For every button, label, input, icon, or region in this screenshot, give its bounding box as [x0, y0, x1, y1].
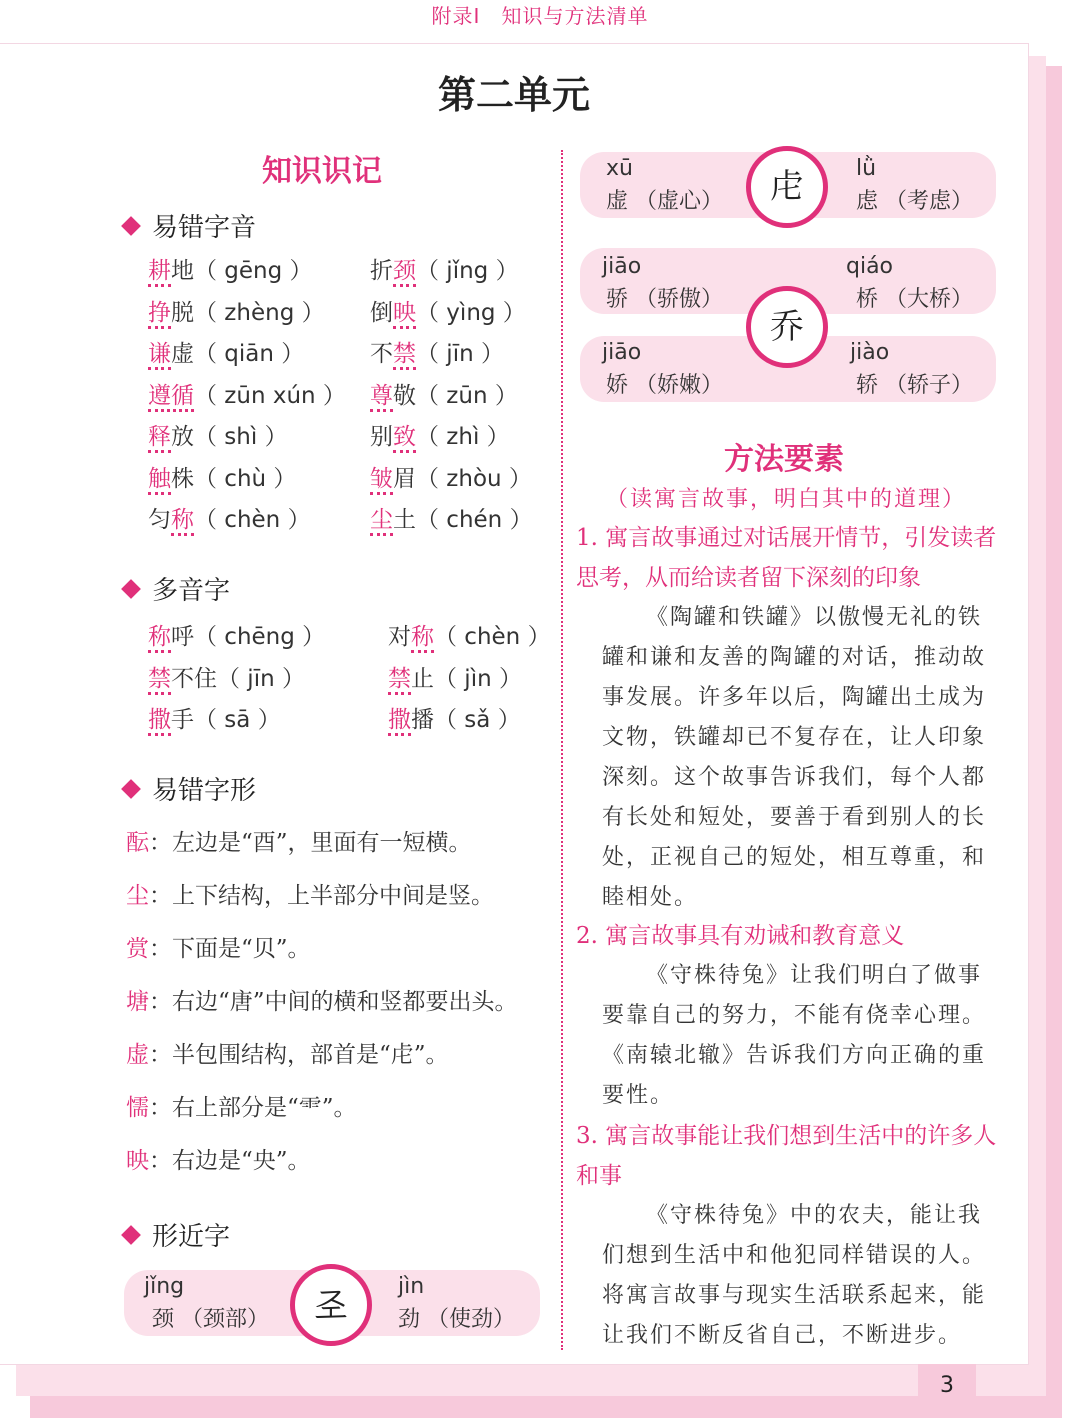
pron-item-hl: 致	[393, 424, 416, 453]
pron-item-py: （ jīn ）	[416, 341, 504, 367]
pron-item-pre: 匀	[148, 507, 171, 533]
pron-item-post: 放	[171, 424, 194, 450]
polyphone-item-hl: 撒	[148, 707, 171, 736]
polyphone-item-py: （ jīn ）	[217, 665, 305, 692]
diamond-icon	[121, 216, 141, 236]
form-item-char: 酝	[126, 830, 149, 856]
method-point-2-heading: 2. 寓言故事具有劝诫和教育意义	[576, 923, 905, 949]
form-item	[126, 1036, 449, 1069]
diamond-icon	[121, 579, 141, 599]
polyphone-item	[148, 618, 325, 651]
similar-center-char: 𢀖	[290, 1264, 372, 1346]
pron-item-hl: 谦	[148, 341, 171, 370]
form-item-char: 塘	[126, 989, 149, 1015]
form-item-text: ：半包围结构，部首是“虍”。	[149, 1042, 449, 1068]
pron-item-pre: 不	[370, 341, 393, 367]
form-item-char: 懦	[126, 1095, 149, 1121]
form-item-text: ：上下结构，上半部分中间是竖。	[149, 883, 494, 909]
group2-bl-text: 娇 （娇嫩）	[606, 373, 723, 398]
pron-item-py: （ qiān ）	[194, 341, 305, 367]
form-item	[126, 877, 494, 910]
pron-item-hl: 触	[148, 466, 171, 495]
running-header: 附录Ⅰ 知识与方法清单	[431, 4, 649, 28]
pron-item-hl: 称	[171, 507, 194, 536]
pron-item	[148, 335, 304, 368]
method-point-1-body: 《陶罐和铁罐》以傲慢无礼的铁罐和谦和友善的陶罐的对话，推动故事发展。许多年以后，陶罐出土成为文物，铁罐却已不复存在，让人印象深刻。这个故事告诉我们，每个人都有长处和短处，要善于看到别人的长处，正视自己的短处，相互尊重，和睦相处。	[602, 605, 987, 910]
group2-bl-pinyin: jiāo	[602, 340, 642, 365]
polyphone-item-py: （ jìn ）	[434, 665, 522, 692]
group1-right-text: 虑 （考虑）	[856, 189, 973, 214]
form-item-char: 映	[126, 1148, 149, 1174]
polyphone-item-py: （ sǎ ）	[434, 707, 521, 733]
form-item-char: 尘	[126, 883, 149, 909]
pron-item-py: （ shì ）	[194, 424, 288, 450]
method-point-3-heading: 3. 寓言故事能让我们想到生活中的许多人和事	[576, 1123, 997, 1189]
pron-item-py: （ zūn xún ）	[194, 382, 346, 409]
pron-item-post: 株	[171, 465, 194, 492]
pron-item-hl: 映	[393, 300, 416, 329]
polyphone-item-pre: 对	[388, 624, 411, 650]
pron-item-hl: 禁	[393, 341, 416, 370]
pron-item-post: 土	[393, 507, 416, 533]
pron-item-hl: 颈	[393, 258, 416, 287]
method-point-2-body: 《守株待兔》让我们明白了做事要靠自己的努力，不能有侥幸心理。《南辕北辙》告诉我们方向正确的重要性。	[602, 963, 987, 1108]
group2-tr-text: 桥 （大桥）	[856, 287, 973, 312]
polyphone-item-hl: 称	[411, 624, 434, 653]
pron-item-post: 眉	[393, 465, 416, 492]
pron-item	[370, 460, 532, 493]
polyphone-item-post: 播	[411, 707, 434, 733]
polyphone-item	[388, 618, 551, 651]
subsection-polyphone: 多音字	[120, 570, 230, 607]
polyphone-item-hl: 禁	[148, 666, 171, 695]
polyphone-item-hl: 禁	[388, 666, 411, 695]
method-point-3-body: 《守株待兔》中的农夫，能让我们想到生活中和他犯同样错误的人。将寓言故事与现实生活联系起来，能让我们不断反省自己，不断进步。	[602, 1203, 987, 1348]
pron-item	[370, 501, 533, 534]
polyphone-item-py: （ chēng ）	[194, 624, 326, 650]
pron-item-post: 脱	[171, 299, 194, 326]
pron-item-post: 敬	[393, 382, 416, 409]
diamond-icon	[121, 779, 141, 799]
polyphone-item-hl: 称	[148, 624, 171, 653]
pron-item	[370, 335, 504, 368]
group1-left-text: 虚 （虚心）	[606, 189, 723, 214]
pron-item-hl: 尘	[370, 507, 393, 536]
group2-br-pinyin: jiào	[850, 340, 890, 365]
polyphone-item	[388, 701, 521, 734]
pron-item-py: （ chèn ）	[194, 507, 311, 533]
pron-item-py: （ zhèng ）	[194, 299, 325, 326]
subsection-easy-form: 易错字形	[120, 770, 256, 807]
section-title-knowledge: 知识识记	[262, 154, 382, 189]
pron-item	[148, 377, 346, 410]
pron-item-py: （ gēng ）	[194, 258, 313, 284]
form-item	[126, 983, 518, 1016]
polyphone-item-post: 呼	[171, 624, 194, 650]
method-point-1-heading: 1. 寓言故事通过对话展开情节，引发读者思考，从而给读者留下深刻的印象	[576, 525, 997, 591]
polyphone-item-post: 不住	[171, 665, 217, 692]
polyphone-item	[148, 660, 305, 693]
column-divider	[561, 150, 563, 1350]
pron-item-hl: 遵循	[148, 383, 194, 412]
pron-item-hl: 释	[148, 424, 171, 453]
pron-item	[370, 252, 519, 285]
similar-left-pinyin: jǐng	[144, 1274, 185, 1299]
pron-item-post: 地	[171, 258, 194, 284]
form-item	[126, 1089, 357, 1122]
form-item-text: ：下面是“贝”。	[149, 936, 311, 962]
pron-item-pre: 折	[370, 258, 393, 284]
pron-item-py: （ zhòu ）	[416, 465, 532, 492]
group2-br-text: 轿 （轿子）	[856, 373, 973, 398]
subsection-similar: 形近字	[120, 1216, 230, 1253]
group2-tl-pinyin: jiāo	[602, 254, 642, 279]
pron-item-post: 虚	[171, 341, 194, 367]
pron-item-py: （ jǐng ）	[416, 258, 519, 284]
polyphone-item-hl: 撒	[388, 707, 411, 736]
pron-item-py: （ chù ）	[194, 465, 297, 492]
section-title-method: 方法要素	[724, 442, 844, 477]
form-item	[126, 930, 311, 963]
pron-item-hl: 耕	[148, 258, 171, 287]
group1-left-pinyin: xū	[606, 156, 633, 181]
polyphone-item	[388, 660, 522, 693]
group1-right-pinyin: lǜ	[856, 156, 877, 181]
pron-item	[370, 418, 510, 451]
pron-item-hl: 尊	[370, 383, 393, 412]
group2-center-char: 乔	[746, 286, 828, 368]
form-item-text: ：左边是“酉”，里面有一短横。	[149, 830, 472, 856]
pron-item	[148, 460, 296, 493]
pron-item	[370, 377, 518, 410]
unit-title: 第二单元	[437, 73, 590, 117]
similar-right-text: 劲 （使劲）	[398, 1307, 515, 1332]
pron-item	[148, 294, 325, 327]
polyphone-item-post: 止	[411, 665, 434, 692]
form-item-char: 虚	[126, 1042, 149, 1068]
similar-right-pinyin: jìn	[398, 1274, 425, 1299]
form-item-text: ：右边是“央”。	[149, 1148, 311, 1174]
group2-tr-pinyin: qiáo	[846, 254, 894, 279]
subsection-easy-pron: 易错字音	[120, 207, 256, 244]
polyphone-item-py: （ chèn ）	[434, 624, 551, 650]
pron-item-hl: 挣	[148, 300, 171, 329]
similar-left-text: 颈 （颈部）	[152, 1307, 269, 1332]
pron-item-py: （ yìng ）	[416, 299, 526, 326]
group1-center-char: 虍	[746, 146, 828, 228]
page-number: 3	[918, 1364, 976, 1412]
pron-item	[148, 252, 313, 285]
pron-item-hl: 皱	[370, 466, 393, 495]
pron-item	[148, 501, 311, 534]
polyphone-item-py: （ sā ）	[194, 707, 281, 733]
pron-item	[370, 294, 526, 327]
polyphone-item-post: 手	[171, 707, 194, 733]
pron-item-pre: 倒	[370, 299, 393, 326]
form-item-char: 赏	[126, 936, 149, 962]
pron-item-py: （ chén ）	[416, 507, 533, 533]
form-item	[126, 1142, 311, 1175]
pron-item-py: （ zūn ）	[416, 382, 518, 409]
method-subtitle: （读寓言故事，明白其中的道理）	[606, 487, 967, 512]
pron-item-pre: 别	[370, 424, 393, 450]
pron-item-py: （ zhì ）	[416, 424, 510, 450]
group2-tl-text: 骄 （骄傲）	[606, 287, 723, 312]
diamond-icon	[121, 1225, 141, 1245]
form-item	[126, 824, 472, 857]
polyphone-item	[148, 701, 281, 734]
form-item-text: ：右边“唐”中间的横和竖都要出头。	[149, 989, 518, 1015]
pron-item	[148, 418, 288, 451]
form-item-text: ：右上部分是“⻗”。	[149, 1095, 357, 1121]
